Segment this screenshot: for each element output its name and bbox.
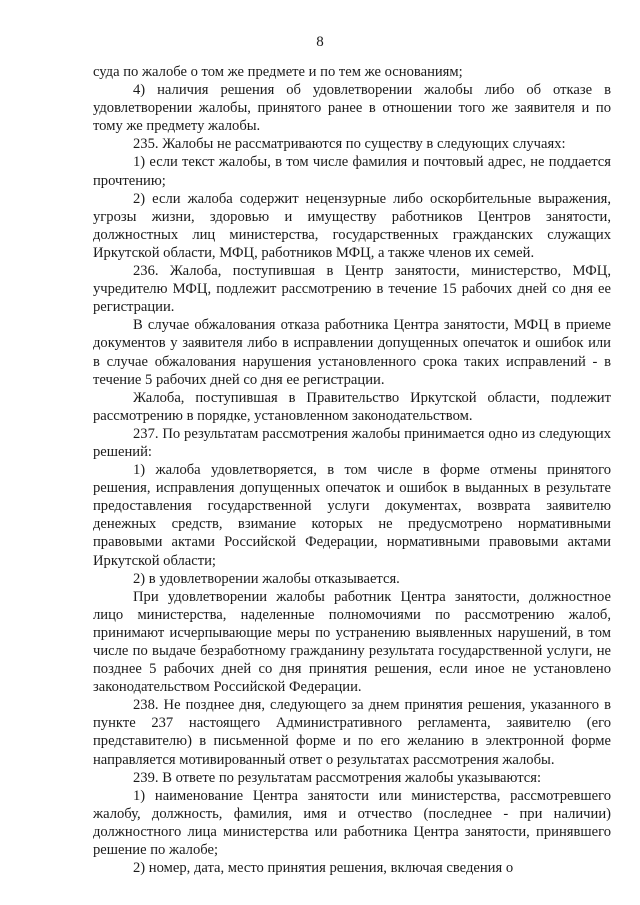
paragraph-237-item-2: 2) в удовлетворении жалобы отказывается. bbox=[133, 570, 400, 587]
paragraph-238: 238. Не позднее дня, следующего за днем принятия решения, указанного в пункте 237 настоящего Административного регламента, заявителю (его представителю) в письменной форме и по его желанию в электронной форме направляется мотивированный ответ о результатах рассмотрения жалобы. bbox=[93, 697, 611, 768]
paragraph-236: 236. Жалоба, поступившая в Центр занятости, министерство, МФЦ, учредителю МФЦ, подлежит рассмотрению в течение 15 рабочих дней со дня ее регистрации. bbox=[93, 263, 611, 316]
document-body bbox=[93, 63, 611, 877]
paragraph-239-item-2: 2) номер, дата, место принятия решения, включая сведения о bbox=[133, 860, 514, 877]
paragraph-236-refusal: В случае обжалования отказа работника Центра занятости, МФЦ в приеме документов у заявителя либо в исправлении допущенных опечаток и ошибок или в случае обжалования нарушения установленного срока таких исправлений - в течение 5 рабочих дней со дня ее регистрации. bbox=[93, 317, 611, 388]
page-number: 8 bbox=[316, 34, 324, 50]
paragraph-235-item-1: 1) если текст жалобы, в том числе фамилия и почтовый адрес, не поддается прочтению; bbox=[93, 154, 611, 189]
paragraph-item-4: 4) наличия решения об удовлетворении жалобы либо об отказе в удовлетворении жалобы, принятого ранее в отношении того же заявителя и по тому же предмету жалобы. bbox=[93, 82, 611, 135]
paragraph-239-item-1: 1) наименование Центра занятости или министерства, рассмотревшего жалобу, должность, фамилия, имя и отчество (последнее - при наличии) должностного лица министерства или работника Центра занятости, принявшего решение по жалобе; bbox=[93, 787, 611, 859]
paragraph-237-item-1: 1) жалоба удовлетворяется, в том числе в форме отмены принятого решения, исправления допущенных опечаток и ошибок в выданных в результате предоставления государственной услуги документах, возврата заявителю денежных средств, взимание которых не предусмотрено нормативными правовыми актами Российской Федерации, нормативными правовыми актами Иркутской области; bbox=[93, 462, 611, 569]
paragraph-235: 235. Жалобы не рассматриваются по существу в следующих случаях: bbox=[133, 136, 566, 153]
paragraph-235-item-2: 2) если жалоба содержит нецензурные либо оскорбительные выражения, угрозы жизни, здоровью и имуществу работников Центров занятости, должностных лиц министерства, государственных гражданских служащих Иркутской области, МФЦ, работников МФЦ, а также членов их семей. bbox=[93, 190, 611, 261]
paragraph-237: 237. По результатам рассмотрения жалобы принимается одно из следующих решений: bbox=[93, 425, 611, 460]
paragraph-236-government: Жалоба, поступившая в Правительство Иркутской области, подлежит рассмотрению в порядке, установленном законодательством. bbox=[93, 389, 611, 424]
paragraph-239: 239. В ответе по результатам рассмотрения жалобы указываются: bbox=[133, 769, 542, 786]
paragraph-237-satisfaction: При удовлетворении жалобы работник Центра занятости, должностное лицо министерства, наделенные полномочиями по рассмотрению жалоб, принимают исчерпывающие меры по устранению выявленных нарушений, в том числе по выдаче безработному гражданину результата государственной услуги, не позднее 5 рабочих дней со дня принятия решения, если иное не установлено законодательством Российской Федерации. bbox=[93, 588, 611, 696]
paragraph-continuation: суда по жалобе о том же предмете и по тем же основаниям; bbox=[93, 64, 463, 80]
